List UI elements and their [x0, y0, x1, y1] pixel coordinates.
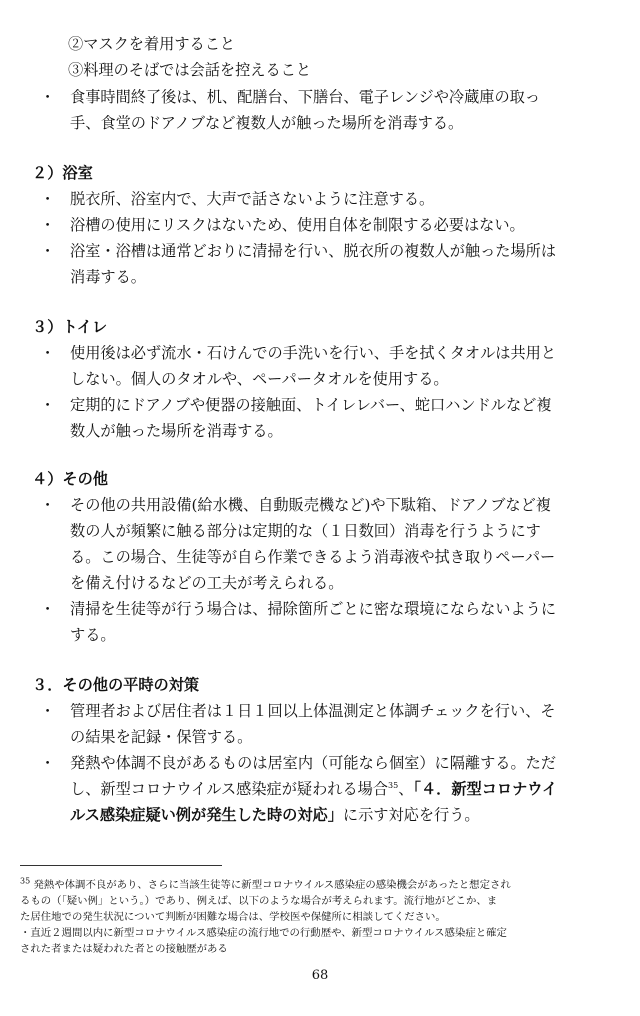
bullet: ・ [40, 242, 56, 260]
page-number: 68 [311, 968, 329, 983]
footnote-line: された者または疑われた者との接触歴がある [20, 943, 228, 955]
cross-reference: ルス感染症疑い例が発生した時の対応」 [70, 806, 343, 824]
bullet: ・ [40, 754, 56, 772]
bullet: ・ [40, 600, 56, 618]
footnote-number: 35 [20, 876, 31, 886]
section-heading: ４）その他 [32, 470, 108, 488]
item-line: 浴槽の使用にリスクはないため、使用自体を制限する必要はない。 [70, 216, 525, 234]
bullet: ・ [40, 702, 56, 720]
item-line: 数の人が頻繁に触る部分は定期的な（１日数回）消毒を行うようにす [70, 522, 541, 540]
item-line: 発熱や体調不良があるものは居室内（可能なら個室）に隔離する。ただ [70, 754, 556, 772]
item-line: る。この場合、生徒等が自ら作業できるよう消毒液や拭き取りペーパー [70, 548, 556, 566]
list-item [40, 698, 620, 750]
section-heading: ２）浴室 [32, 164, 93, 182]
list-item [40, 238, 620, 290]
footnote-text: 発熱や体調不良があり、さらに当該生徒等に新型コロナウイルス感染症の感染機会があったと想定され [33, 879, 511, 891]
item-line: 脱衣所、浴室内で、大声で話さないように注意する。 [70, 190, 435, 208]
item-line: しない。個人のタオルや、ペーパータオルを使用する。 [70, 370, 449, 388]
bullet: ・ [40, 496, 56, 514]
item-line: 定期的にドアノブや便器の接触面、トイレレバー、蛇口ハンドルなど複 [70, 396, 552, 414]
footnote [20, 877, 624, 957]
item-line [70, 802, 620, 828]
intro-line: ③料理のそばでは会話を控えること [68, 61, 311, 79]
list-item [40, 392, 620, 444]
item-line [70, 776, 620, 802]
item-line: する。 [70, 626, 116, 644]
bullet: ・ [40, 216, 56, 234]
item-text: に示す対応を行う。 [342, 806, 480, 824]
section-heading: ３）トイレ [32, 318, 108, 336]
footnote-line [20, 877, 624, 893]
item-line: 消毒する。 [70, 268, 146, 286]
item-text: し、新型コロナウイルス感染症が疑われる場合 [70, 780, 389, 798]
item-line: を備え付けるなどの工夫が考えられる。 [70, 574, 344, 592]
list-item [40, 340, 620, 392]
list-item [40, 84, 620, 136]
item-line: 清掃を生徒等が行う場合は、掃除箇所ごとに密な環境にならないように [70, 600, 556, 618]
item-line: 使用後は必ず流水・石けんでの手洗いを行い、手を拭くタオルは共用と [70, 344, 556, 362]
item-line: 管理者および居住者は１日１回以上体温測定と体調チェックを行い、そ [70, 702, 556, 720]
footnote-line: るもの（「疑い例」という。）であり、例えば、以下のような場合が考えられます。流行地がどこか、ま [20, 895, 498, 907]
list-item [40, 492, 620, 596]
list-item [40, 750, 620, 828]
item-line: 数人が触った場所を消毒する。 [70, 422, 283, 440]
list-item [40, 186, 620, 212]
item-line: の結果を記録・保管する。 [70, 728, 253, 746]
footnote-line: ・直近２週間以内に新型コロナウイルス感染症の流行地での行動歴や、新型コロナウイルス感染症と確定 [20, 927, 507, 939]
item-line: 浴室・浴槽は通常どおりに清掃を行い、脱衣所の複数人が触った場所は [70, 242, 556, 260]
footnote-line: た居住地での発生状況について判断が困難な場合は、学校医や保健所に相談してください。 [20, 911, 446, 923]
footnote-ref[interactable]: 35 [388, 780, 399, 790]
item-line: 手、食堂のドアノブなど複数人が触った場所を消毒する。 [70, 114, 464, 132]
chapter-heading: ３．その他の平時の対策 [32, 676, 200, 694]
list-item [40, 212, 620, 238]
list-item [40, 596, 620, 648]
item-line: その他の共用設備(給水機、自動販売機など)や下駄箱、ドアノブなど複 [70, 496, 551, 514]
bullet: ・ [40, 396, 56, 414]
bullet: ・ [40, 88, 56, 106]
bullet: ・ [40, 190, 56, 208]
item-line: 食事時間終了後は、机、配膳台、下膳台、電子レンジや冷蔵庫の取っ [70, 88, 541, 106]
footnote-divider [20, 865, 222, 866]
cross-reference: 「４．新型コロナウイ [413, 780, 558, 798]
intro-line: ②マスクを着用すること [68, 35, 236, 53]
bullet: ・ [40, 344, 56, 362]
item-text: 、 [398, 780, 414, 798]
